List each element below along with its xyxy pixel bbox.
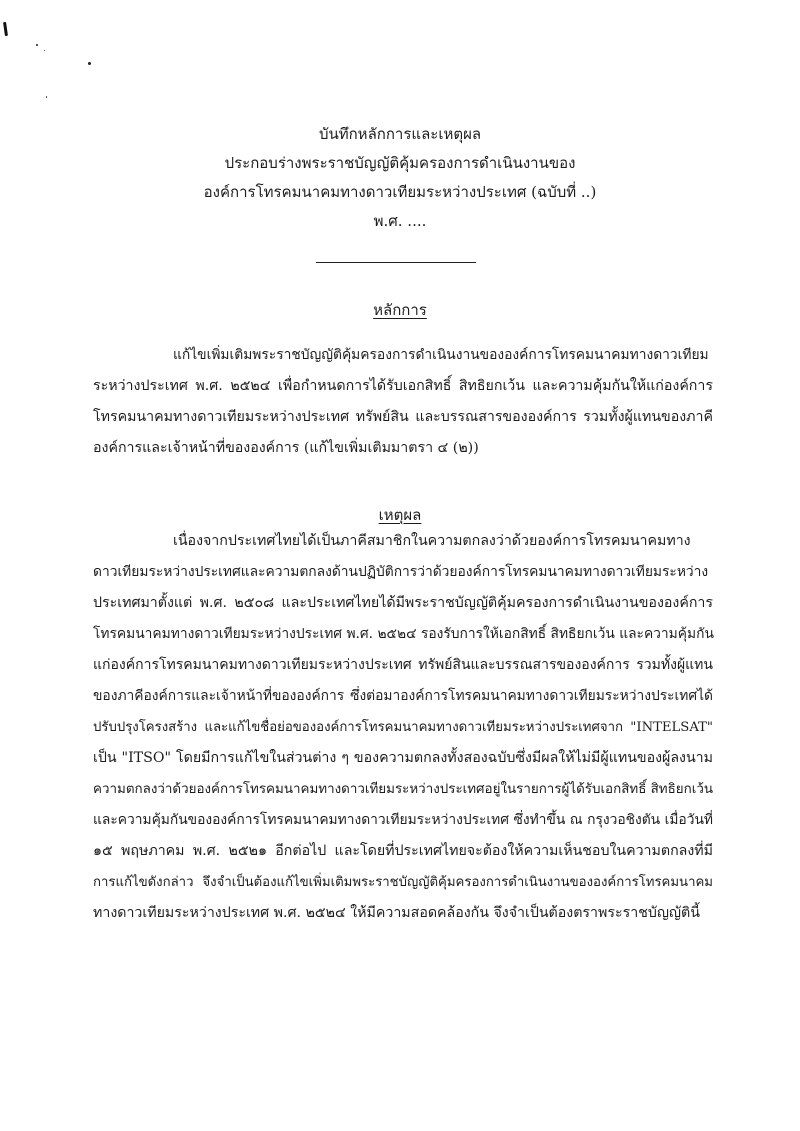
paragraph-line: ดาวเทียมระหว่างประเทศและความตกลงด้านปฏิบัติการว่าด้วยองค์การโทรคมนาคมทางดาวเทียมระหว่าง: [93, 564, 709, 580]
principle-heading: [300, 299, 500, 321]
reason-heading-text: เหตุผล: [378, 506, 422, 524]
title-line: พ.ศ. ....: [373, 212, 427, 230]
document-title: [150, 120, 650, 236]
paragraph-line: ความตกลงว่าด้วยองค์การโทรคมนาคมทางดาวเทียมระหว่างประเทศอยู่ในรายการผู้ได้รับเอกสิทธิ์ สิทธิยกเว้น: [93, 782, 714, 797]
paragraph-line: แก้ไขเพิ่มเติมพระราชบัญญัติคุ้มครองการดำเนินงานขององค์การโทรคมนาคมทางดาวเทียม: [173, 347, 709, 363]
title-divider: [316, 262, 476, 263]
paragraph-line: เนื่องจากประเทศไทยได้เป็นภาคีสมาชิกในความตกลงว่าด้วยองค์การโทรคมนาคมทาง: [173, 533, 691, 549]
paragraph-line: ปรับปรุงโครงสร้าง และแก้ไขชื่อย่อขององค์การโทรคมนาคมทางดาวเทียมระหว่างประเทศจาก "INTELSAT": [93, 720, 713, 735]
title-line: ประกอบร่างพระราชบัญญัติคุ้มครองการดำเนินงานของ: [224, 154, 576, 172]
paragraph-line: แก่องค์การโทรคมนาคมทางดาวเทียมระหว่างประเทศ ทรัพย์สินและบรรณสารขององค์การ รวมทั้งผู้แทน: [93, 657, 713, 673]
paragraph-line: โทรคมนาคมทางดาวเทียมระหว่างประเทศ ทรัพย์สิน และบรรณสารขององค์การ รวมทั้งผู้แทนของภาคี: [93, 409, 713, 425]
scan-mark: [3, 22, 8, 36]
paragraph-line: ระหว่างประเทศ พ.ศ. ๒๕๒๔ เพื่อกำหนดการได้รับเอกสิทธิ์ สิทธิยกเว้น และความคุ้มกันให้แก่องค์การ: [93, 378, 713, 394]
paragraph-line: ทางดาวเทียมระหว่างประเทศ พ.ศ. ๒๕๒๔ ให้มีความสอดคล้องกัน จึงจำเป็นต้องตราพระราชบัญญัตินี้: [93, 905, 700, 921]
paragraph-line: ประเทศมาตั้งแต่ พ.ศ. ๒๕๐๘ และประเทศไทยได้มีพระราชบัญญัติคุ้มครองการดำเนินงานขององค์การ: [93, 595, 713, 611]
paragraph-line: โทรคมนาคมทางดาวเทียมระหว่างประเทศ พ.ศ. ๒๕๒๔ รองรับการให้เอกสิทธิ์ สิทธิยกเว้น และความคุ้มกัน: [93, 626, 714, 642]
reason-paragraph: [93, 526, 713, 929]
principle-heading-text: หลักการ: [373, 301, 427, 319]
paragraph-line: เป็น "ITSO" โดยมีการแก้ไขในส่วนต่าง ๆ ของความตกลงทั้งสองฉบับซึ่งมีผลให้ไม่มีผู้แทนของผู้ลงนาม: [93, 750, 713, 766]
paragraph-line: องค์การและเจ้าหน้าที่ขององค์การ (แก้ไขเพิ่มเติมมาตรา ๔ (๒)): [93, 440, 479, 456]
title-line: องค์การโทรคมนาคมทางดาวเทียมระหว่างประเทศ (ฉบับที่ ..): [203, 183, 597, 201]
reason-heading: [300, 504, 500, 526]
principle-paragraph: [93, 340, 713, 464]
paragraph-line: ๑๕ พฤษภาคม พ.ศ. ๒๕๒๑ อีกต่อไป และโดยที่ประเทศไทยจะต้องให้ความเห็นชอบในความตกลงที่มี: [93, 843, 713, 859]
paragraph-line: ของภาคีองค์การและเจ้าหน้าที่ขององค์การ ซึ่งต่อมาองค์การโทรคมนาคมทางดาวเทียมระหว่างประเทศได้: [93, 688, 713, 704]
title-line: บันทึกหลักการและเหตุผล: [318, 125, 482, 143]
paragraph-line: การแก้ไขดังกล่าว จึงจำเป็นต้องแก้ไขเพิ่มเติมพระราชบัญญัติคุ้มครองการดำเนินงานขององค์การโทรคมนาคม: [93, 875, 713, 890]
paragraph-line: และความคุ้มกันขององค์การโทรคมนาคมทางดาวเทียมระหว่างประเทศ ซึ่งทำขึ้น ณ กรุงวอชิงตัน เมื่อวันที่: [93, 812, 713, 828]
